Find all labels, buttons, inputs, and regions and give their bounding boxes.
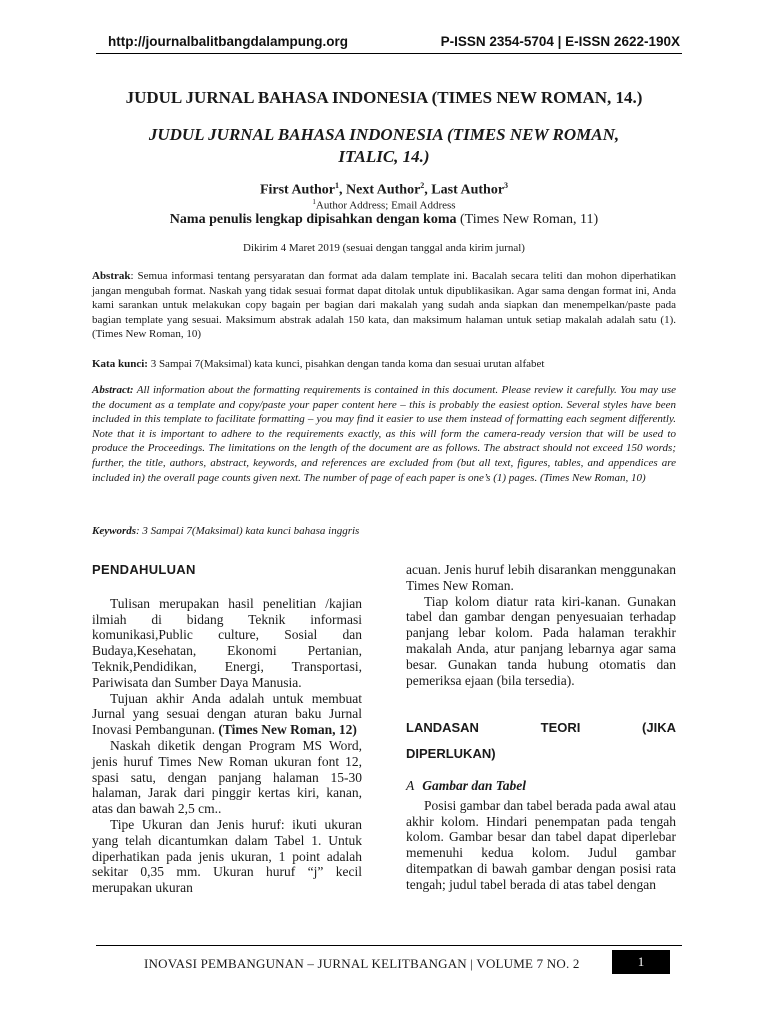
abstrak-text: : Semua informasi tentang persyaratan dan format ada dalam template ini. Bacalah secara teliti dan mohon diperhatikan jangan mengubah format. Naskah yang tidak sesuai format dapat ditolak untuk dipublikasikan. Agar sama dengan format ini, Anda kami sarankan untuk melakukan copy bagain per bagian dari makalah yang sudah anda siapkan dan menempelkan/paste pada bagian template yang sesuai. Maksimum abstrak adalah 150 kata, dan maksimum halaman untuk setiap makalah adalah satu (1). (Times New Roman, 10) (92, 270, 676, 341)
submission-date: Dikirim 4 Maret 2019 (sesuai dengan tanggal anda kirim jurnal) (243, 242, 525, 254)
author-affiliation: $^1$Author Address; Email Address (312, 198, 456, 212)
paper-title-english: JUDUL JURNAL BAHASA INDONESIA (TIMES NEW ROMAN, ITALIC, 14.) (148, 125, 620, 166)
issn-label: P-ISSN 2354-5704 | E-ISSN 2622-190X (440, 34, 680, 49)
author-1: First Author (259, 182, 336, 198)
keywords-label: Keywords (92, 525, 136, 537)
paragraph: Tujuan akhir Anda adalah untuk membuat Jurnal yang sesuai dengan aturan baku Jurnal Inovasi Pembangunan. (Times New Roman, 12) (92, 690, 362, 738)
section-heading-landasan-teori: LANDASAN TEORI (JIKA (406, 720, 676, 736)
paragraph: acuan. Jenis huruf lebih disarankan menggunakan Times New Roman. (406, 562, 676, 593)
paragraph: Tulisan merupakan hasil penelitian /kajian ilmiah di bidang Teknik informasi komunikasi,Public culture, Sosial dan Budaya,Kesehatan, Ekonomi Pertanian, Teknik,Pendidikan, Energi, Transportasi, Pariwisata dan Sumber Daya Manusia. (92, 595, 362, 690)
kata-kunci-text: 3 Sampai 7(Maksimal) kata kunci, pisahkan dengan tanda koma dan sesuai urutan alfabet (147, 358, 545, 370)
author-list: First Author$^1$, Next Author$^2$, Last Author$^3$ (259, 181, 509, 198)
abstrak-section (92, 269, 676, 342)
kata-kunci-label: Kata kunci: (92, 358, 148, 370)
author-3: Last Author (431, 182, 505, 198)
author-format-note: Nama penulis lengkap dipisahkan dengan koma (Times New Roman, 11) (169, 212, 599, 227)
abstract-label: Abstract: (92, 384, 134, 396)
header-divider (96, 53, 682, 54)
left-column (92, 562, 362, 896)
footer-journal-name: INOVASI PEMBANGUNAN – JURNAL KELITBANGAN | VOLUME 7 NO. 2 (144, 956, 580, 971)
paper-title: JUDUL JURNAL BAHASA INDONESIA (TIMES NEW ROMAN, 14.) (125, 88, 643, 107)
abstract-section (92, 383, 676, 485)
right-column (406, 562, 676, 893)
footer-divider (96, 945, 682, 946)
kata-kunci-section (92, 358, 676, 370)
page-number: 1 (612, 950, 670, 974)
abstract-text: All information about the formatting requirements is contained in this document. Please review it carefully. You may use the document as a template and copy/paste your paper content here – this is probably the easiest option. Several styles have been included in this template to facilitate formatting – you may find it easier to use them instead of formatting each segment differently. Note that it is important to adhere to the requirements exactly, as this will form the camera-ready version that will be used to produce the Proceedings. The limitations on the length of the document are as follows. The abstract should not exceed 150 words; further, the title, authors, abstract, keywords, and references are excluded from (but all text, figures, tables, and appendices are included in) the overall page counts given next. The number of page of each paper is one’s (1) pages. (Times New Roman, 10) (92, 384, 676, 484)
paragraph: Tipe Ukuran dan Jenis huruf: ikuti ukuran yang telah dicantumkan dalam Tabel 1. Untuk diperhatikan pada jenis ukuran, 1 point adalah sekitar 0,35 mm. Ukuran huruf “j” kecil merupakan ukuran (92, 816, 362, 896)
keywords-text: : 3 Sampai 7(Maksimal) kata kunci bahasa inggris (136, 525, 360, 537)
subsection-heading: A Gambar dan Tabel (406, 777, 527, 793)
abstrak-label: Abstrak (92, 270, 131, 282)
paragraph: Naskah diketik dengan Program MS Word, jenis huruf Times New Roman ukuran font 12, spasi satu, dengan panjang halaman 15-30 halaman, Jarak dari pinggir kertas kiri, kanan, atas dan bawah 2,5 cm.. (92, 737, 362, 817)
keywords-section (92, 525, 676, 537)
author-2: Next Author (346, 182, 421, 198)
paragraph: Posisi gambar dan tabel berada pada awal atau akhir kolom. Hindari penempatan pada tengah kolom. Gambar besar dan tabel dapat diperlebar memenuhi kedua kolom. Judul gambar ditempatkan di bawah gambar dengan posisi rata tengah; judul tabel berada di atas tabel dengan (406, 797, 676, 892)
journal-url[interactable]: http://journalbalitbangdalampung.org (108, 34, 348, 49)
section-heading-pendahuluan: PENDAHULUAN (92, 562, 196, 577)
section-heading-line2: DIPERLUKAN) (406, 746, 496, 762)
paragraph: Tiap kolom diatur rata kiri-kanan. Gunakan tabel dan gambar dengan penyesuaian terhadap panjang lebar kolom. Pada halaman terakhir makalah Anda, atur panjang lebarnya agar sama besar. Gunakan tanda hubung otomatis dan pemeriksa ejaan (bila tersedia). (406, 593, 676, 688)
